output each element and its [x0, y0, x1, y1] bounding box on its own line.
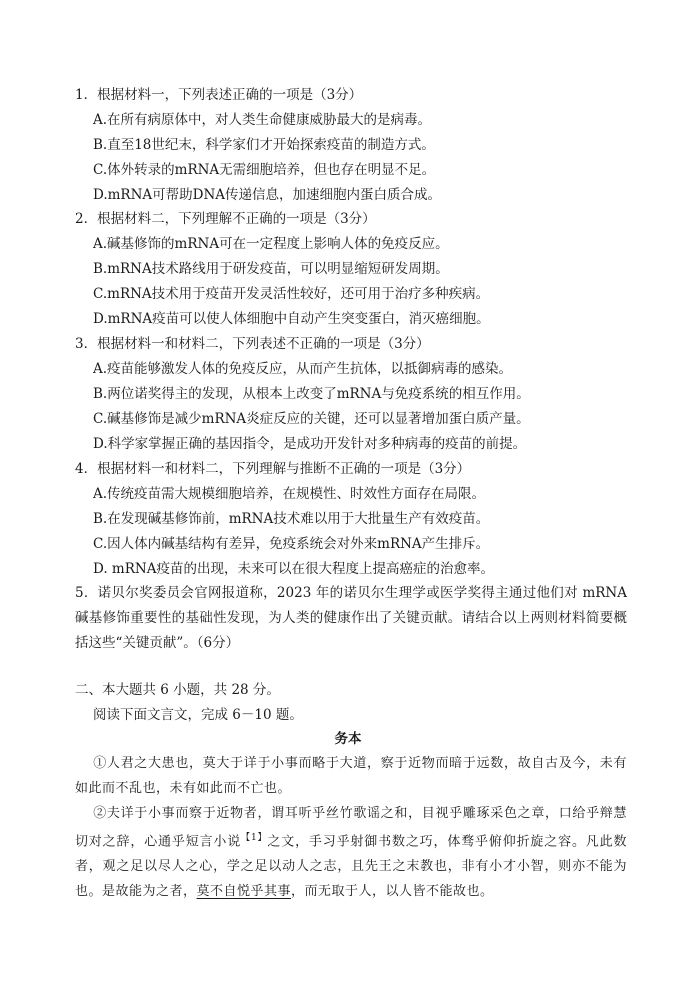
question-4-option-a: A.传统疫苗需大规模细胞培养，在规模性、时效性方面存在局限。 — [93, 486, 486, 502]
question-1-option-c: C.体外转录的mRNA无需细胞培养，但也存在明显不足。 — [93, 162, 436, 178]
paragraph-2-text-a: ②夫详于小事而察于近物者，谓耳听乎丝竹歌谣之和，目视乎雕琢采色之章，口给乎辩慧切对之辞，心通乎短言小说 — [75, 806, 627, 850]
question-4-option-b: B.在发现碱基修饰前，mRNA技术难以用于大批量生产有效疫苗。 — [93, 511, 490, 527]
footnote-marker[interactable]: 【1】 — [241, 833, 268, 843]
question-1-option-a: A.在所有病原体中，对人类生命健康威胁最大的是病毒。 — [93, 112, 432, 128]
underlined-sentence: 莫不自悦乎其事 — [196, 884, 292, 900]
passage-paragraph-2 — [75, 801, 627, 904]
question-2-option-a: A.碱基修饰的mRNA可在一定程度上影响人体的免疫反应。 — [93, 236, 449, 252]
paragraph-2-text-b: 之文，手习乎射御书数之巧，体骛乎俯仰折旋之容。凡此数者，观之足以尽人之心，学之足以动人之志，且先王之末教也，非有小才小智，则亦不能为也。是故能为之者， — [75, 834, 627, 900]
question-4-option-d: D. mRNA疫苗的出现，未来可以在很大程度上提高癌症的治愈率。 — [93, 561, 494, 577]
question-5-text: 5．诺贝尔奖委员会官网报道称，2023 年的诺贝尔生理学或医学奖得主通过他们对 mRNA 碱基修饰重要性的基础性发现，为人类的健康作出了关键贡献。请结合以上两则材料简要概括这些“关键贡献”。（6分） — [75, 585, 627, 651]
question-1-stem: 1．根据材料一，下列表述正确的一项是（3分） — [75, 87, 363, 103]
question-3-option-b: B.两位诺奖得主的发现，从根本上改变了mRNA与免疫系统的相互作用。 — [93, 386, 530, 402]
section-2-title: 二、本大题共 6 小题，共 28 分。 — [75, 682, 280, 698]
paragraph-1-text: ①人君之大患也，莫大于详于小事而略于大道，察于近物而暗于远数，故自古及今，未有如此而不乱也，未有如此而不亡也。 — [75, 756, 627, 796]
question-3-stem: 3．根据材料一和材料二，下列表述不正确的一项是（3分） — [75, 336, 430, 352]
paragraph-2-text-c: ，而无取于人，以人皆不能故也。 — [291, 884, 494, 900]
question-3-option-d: D.科学家掌握正确的基因指令，是成功开发针对多种病毒的疫苗的前提。 — [93, 436, 527, 452]
question-4-option-c: C.因人体内碱基结构有差异，免疫系统会对外来mRNA产生排斥。 — [93, 536, 490, 552]
question-1-option-b: B.直至18世纪末，科学家们才开始探索疫苗的制造方式。 — [93, 137, 435, 153]
passage-title: 务本 — [334, 731, 362, 747]
question-1-option-d: D.mRNA可帮助DNA传递信息，加速细胞内蛋白质合成。 — [93, 187, 442, 203]
question-3-option-c: C.碱基修饰是减少mRNA炎症反应的关键，还可以显著增加蛋白质产量。 — [93, 411, 530, 427]
passage-paragraph-1 — [75, 751, 627, 801]
question-2-option-c: C.mRNA技术用于疫苗开发灵活性较好，还可用于治疗多种疾病。 — [93, 286, 490, 302]
question-4-stem: 4．根据材料一和材料二，下列理解与推断不正确的一项是（3分） — [75, 461, 471, 477]
question-2-option-b: B.mRNA技术路线用于研发疫苗，可以明显缩短研发周期。 — [93, 261, 449, 277]
question-3-option-a: A.疫苗能够激发人体的免疫反应，从而产生抗体，以抵御病毒的感染。 — [93, 361, 513, 377]
section-2-instruction: 阅读下面文言文，完成 6－10 题。 — [93, 707, 303, 723]
question-2-option-d: D.mRNA疫苗可以使人体细胞中自动产生突变蛋白，消灭癌细胞。 — [93, 311, 490, 327]
question-2-stem: 2．根据材料二，下列理解不正确的一项是（3分） — [75, 211, 376, 227]
